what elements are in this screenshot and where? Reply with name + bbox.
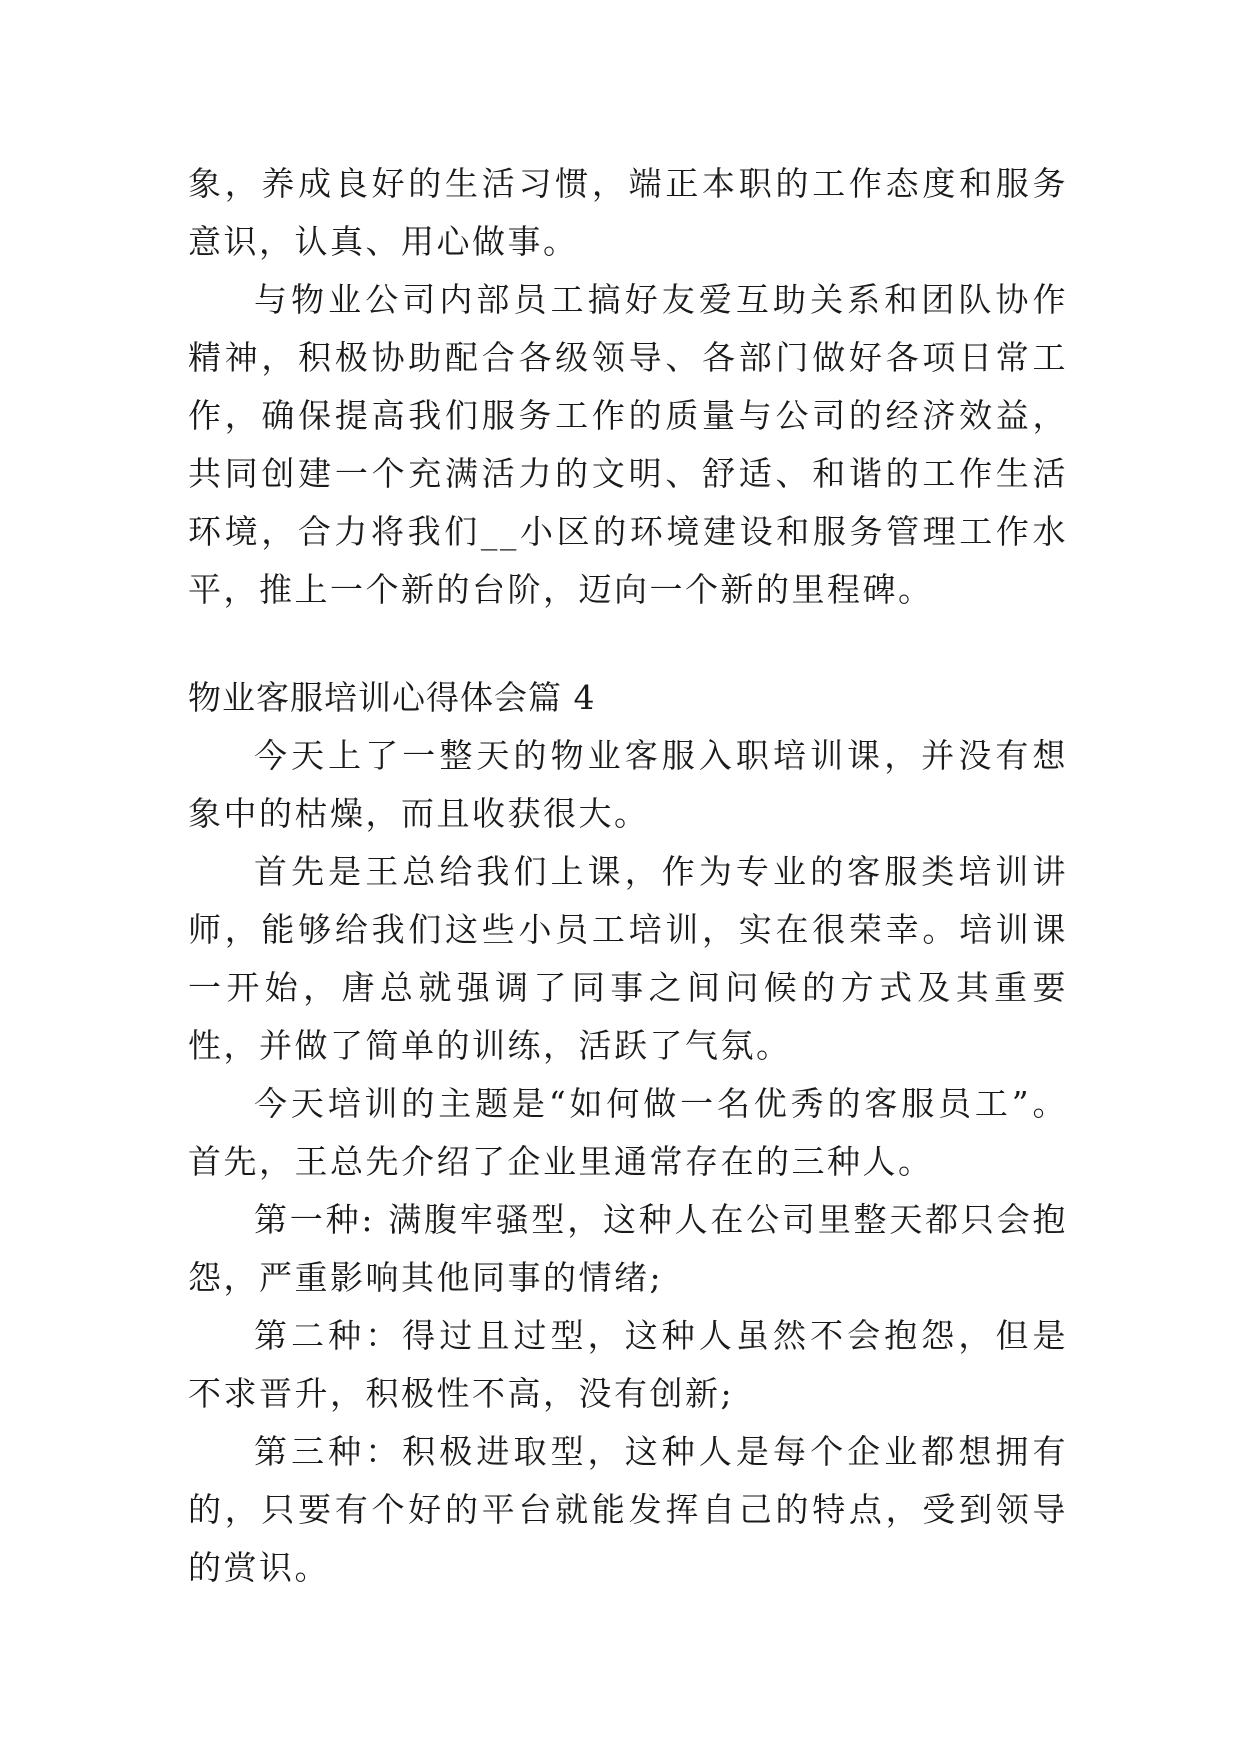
paragraph-type-two: 第二种：得过且过型，这种人虽然不会抱怨，但是不求晋升，积极性不高，没有创新; — [188, 1316, 1068, 1413]
paragraph-type-three: 第三种：积极进取型，这种人是每个企业都想拥有的，只要有个好的平台就能发挥自己的特点，受到领导的赏识。 — [188, 1432, 1068, 1587]
paragraph-continuation: 象，养成良好的生活习惯，端正本职的工作态度和服务意识，认真、用心做事。 — [188, 164, 1068, 261]
section-gap — [188, 619, 1068, 669]
document-body — [188, 155, 1068, 1597]
paragraph-trainer: 首先是王总给我们上课，作为专业的客服类培训讲师，能够给我们这些小员工培训，实在很荣幸。培训课一开始，唐总就强调了同事之间问候的方式及其重要性，并做了简单的训练，活跃了气氛。 — [188, 852, 1068, 1065]
paragraph-team-cooperation: 与物业公司内部员工搞好友爱互助关系和团队协作精神，积极协助配合各级领导、各部门做好各项日常工作，确保提高我们服务工作的质量与公司的经济效益，共同创建一个充满活力的文明、舒适、和谐的工作生活环境，合力将我们__小区的环境建设和服务管理工作水平，推上一个新的台阶，迈向一个新的里程碑。 — [188, 280, 1068, 609]
paragraph-theme: 今天培训的主题是“如何做一名优秀的客服员工”。首先，王总先介绍了企业里通常存在的三种人。 — [188, 1084, 1068, 1181]
paragraph-intro: 今天上了一整天的物业客服入职培训课，并没有想象中的枯燥，而且收获很大。 — [188, 736, 1068, 833]
section-title: 物业客服培训心得体会篇 4 — [188, 678, 596, 717]
paragraph-type-one: 第一种: 满腹牢骚型，这种人在公司里整天都只会抱怨，严重影响其他同事的情绪; — [188, 1200, 1068, 1297]
